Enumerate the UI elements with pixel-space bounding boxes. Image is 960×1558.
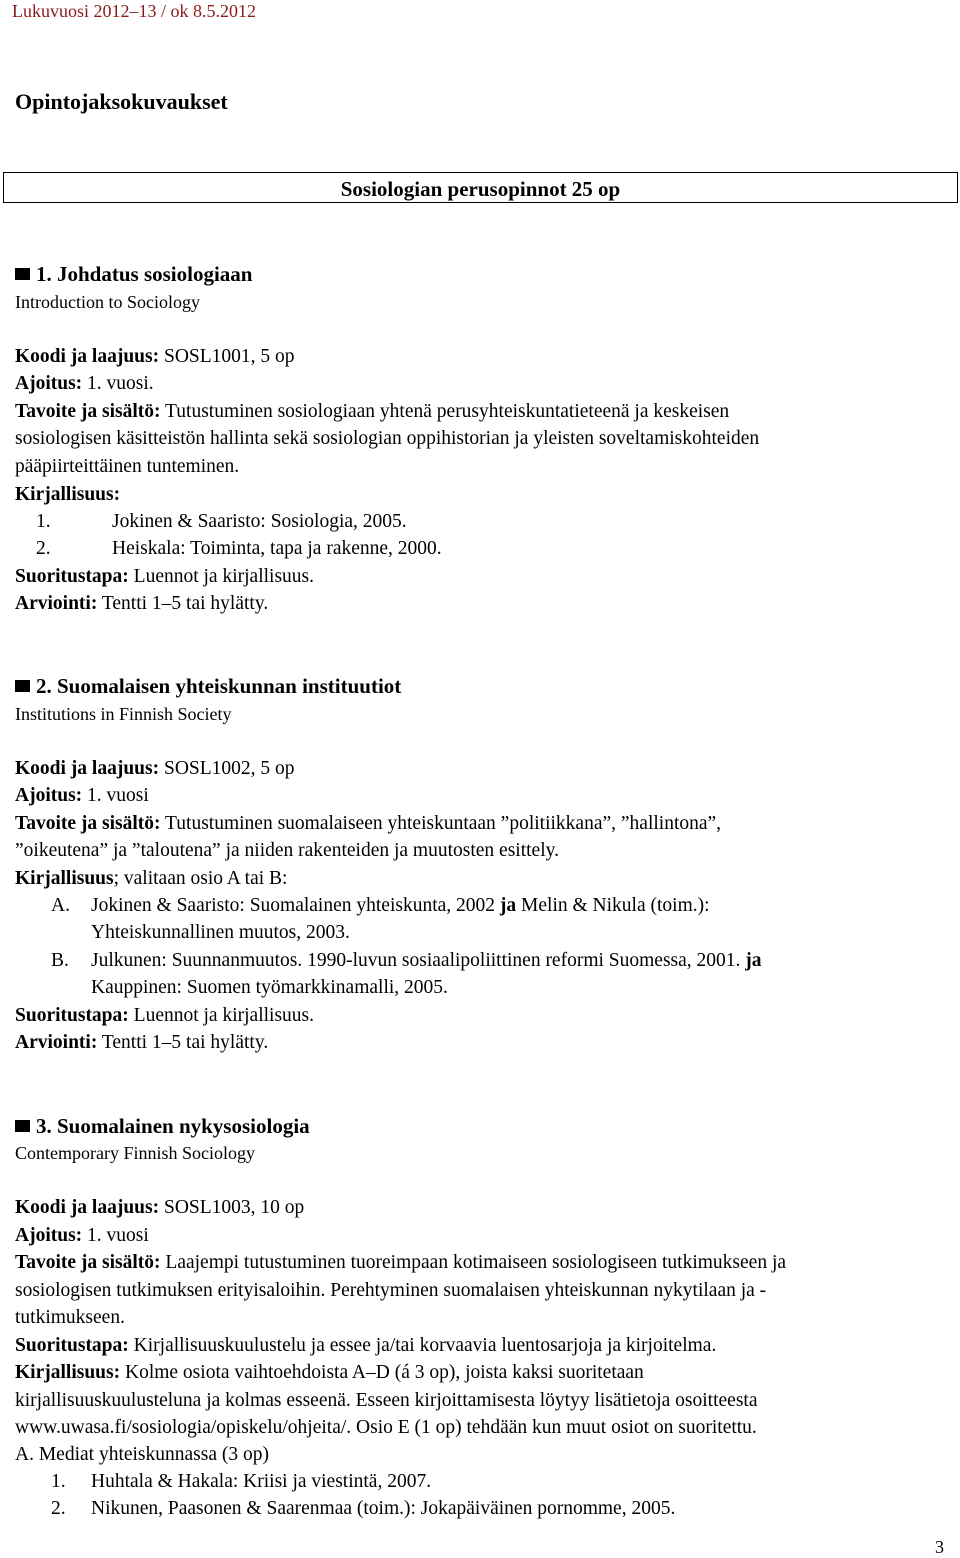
course3-timing: Ajoitus: 1. vuosi bbox=[15, 1225, 149, 1246]
course2-timing: Ajoitus: 1. vuosi bbox=[15, 785, 149, 806]
course3-english-title: Contemporary Finnish Sociology bbox=[15, 1143, 255, 1163]
course2-english-title: Institutions in Finnish Society bbox=[15, 704, 232, 724]
course2-title: 2. Suomalaisen yhteiskunnan instituutiot bbox=[36, 674, 402, 698]
page-number: 3 bbox=[935, 1537, 944, 1557]
course2-literature: Kirjallisuus; valitaan osio A tai B: bbox=[15, 868, 288, 889]
course1-code: Koodi ja laajuus: SOSL1001, 5 op bbox=[15, 346, 295, 367]
program-title-box bbox=[3, 172, 958, 203]
course3-literature-item: 1. Huhtala & Hakala: Kriisi ja viestintä, 2007. bbox=[51, 1471, 432, 1492]
course1-title: 1. Johdatus sosiologiaan bbox=[36, 262, 253, 286]
course1-heading bbox=[15, 262, 252, 287]
course1-goal: Tavoite ja sisältö: Tutustuminen sosiologiaan yhtenä perusyhteiskuntatieteenä ja keskeisen bbox=[15, 401, 730, 422]
page-title: Opintojaksokuvaukset bbox=[15, 89, 228, 114]
course2-evaluation: Arviointi: Tentti 1–5 tai hylätty. bbox=[15, 1032, 269, 1053]
course2-method: Suoritustapa: Luennot ja kirjallisuus. bbox=[15, 1005, 315, 1026]
course3-goal: Tavoite ja sisältö: Laajempi tutustuminen tuoreimpaan kotimaiseen sosiologiseen tutkimukseen ja bbox=[15, 1252, 787, 1273]
course1-literature-item: 1. Jokinen & Saaristo: Sosiologia, 2005. bbox=[36, 511, 407, 532]
bullet-square-icon bbox=[15, 1120, 30, 1132]
course3-goal-line3: tutkimukseen. bbox=[15, 1307, 125, 1328]
course2-goal: Tavoite ja sisältö: Tutustuminen suomalaiseen yhteiskuntaan ”politiikkana”, ”hallintona”, bbox=[15, 813, 722, 834]
course1-goal-line3: pääpiirteittäinen tunteminen. bbox=[15, 456, 240, 477]
course1-evaluation: Arviointi: Tentti 1–5 tai hylätty. bbox=[15, 593, 269, 614]
bullet-square-icon bbox=[15, 680, 30, 692]
course3-literature-line2: kirjallisuuskuulusteluna ja kolmas esseenä. Esseen kirjoittamisesta löytyy lisätietoja osoitteesta bbox=[15, 1390, 758, 1411]
course3-literature-line4: A. Mediat yhteiskunnassa (3 op) bbox=[15, 1444, 269, 1465]
document-header: Lukuvuosi 2012–13 / ok 8.5.2012 bbox=[12, 1, 257, 21]
course1-literature-item: 2. Heiskala: Toiminta, tapa ja rakenne, 2000. bbox=[36, 538, 442, 559]
course1-method: Suoritustapa: Luennot ja kirjallisuus. bbox=[15, 566, 315, 587]
course3-literature-line3: www.uwasa.fi/sosiologia/opiskelu/ohjeita/. Osio E (1 op) tehdään kun muut osiot on suoritettu. bbox=[15, 1417, 757, 1438]
course2-goal-line2: ”oikeutena” ja ”taloutena” ja niiden rakenteiden ja muutosten esittely. bbox=[15, 840, 559, 861]
bullet-square-icon bbox=[15, 268, 30, 280]
course3-title: 3. Suomalainen nykysosiologia bbox=[36, 1114, 310, 1138]
course3-literature-item: 2. Nikunen, Paasonen & Saarenmaa (toim.): Jokapäiväinen pornomme, 2005. bbox=[51, 1498, 676, 1519]
course2-heading bbox=[15, 674, 401, 699]
course1-english-title: Introduction to Sociology bbox=[15, 292, 200, 312]
course3-literature: Kirjallisuus: Kolme osiota vaihtoehdoista A–D (á 3 op), joista kaksi suoritetaan bbox=[15, 1362, 644, 1383]
course3-goal-line2: sosiologisen tutkimuksen erityisaloihin. Perehtyminen suomalaisen yhteiskunnan nykytilaan ja - bbox=[15, 1280, 767, 1301]
course2-literature-b: B. Julkunen: Suunnanmuutos. 1990-luvun sosiaalipoliittinen reformi Suomessa, 2001. ja bbox=[51, 950, 762, 971]
course2-literature-a-line2: Yhteiskunnallinen muutos, 2003. bbox=[91, 922, 350, 943]
course1-literature-label: Kirjallisuus: bbox=[15, 484, 121, 505]
course3-code: Koodi ja laajuus: SOSL1003, 10 op bbox=[15, 1197, 305, 1218]
course1-timing: Ajoitus: 1. vuosi. bbox=[15, 373, 154, 394]
course3-method: Suoritustapa: Kirjallisuuskuulustelu ja essee ja/tai korvaavia luentosarjoja ja kirjoitelma. bbox=[15, 1335, 717, 1356]
course1-goal-line2: sosiologisen käsitteistön hallinta sekä sosiologian oppihistorian ja yleisten soveltamiskohteiden bbox=[15, 428, 760, 449]
course2-literature-a: A. Jokinen & Saaristo: Suomalainen yhteiskunta, 2002 ja Melin & Nikula (toim.): bbox=[51, 895, 710, 916]
course2-literature-b-line2: Kauppinen: Suomen työmarkkinamalli, 2005. bbox=[91, 977, 448, 998]
course2-code: Koodi ja laajuus: SOSL1002, 5 op bbox=[15, 758, 295, 779]
course3-heading bbox=[15, 1114, 310, 1139]
program-title: Sosiologian perusopinnot 25 op bbox=[340, 177, 621, 201]
